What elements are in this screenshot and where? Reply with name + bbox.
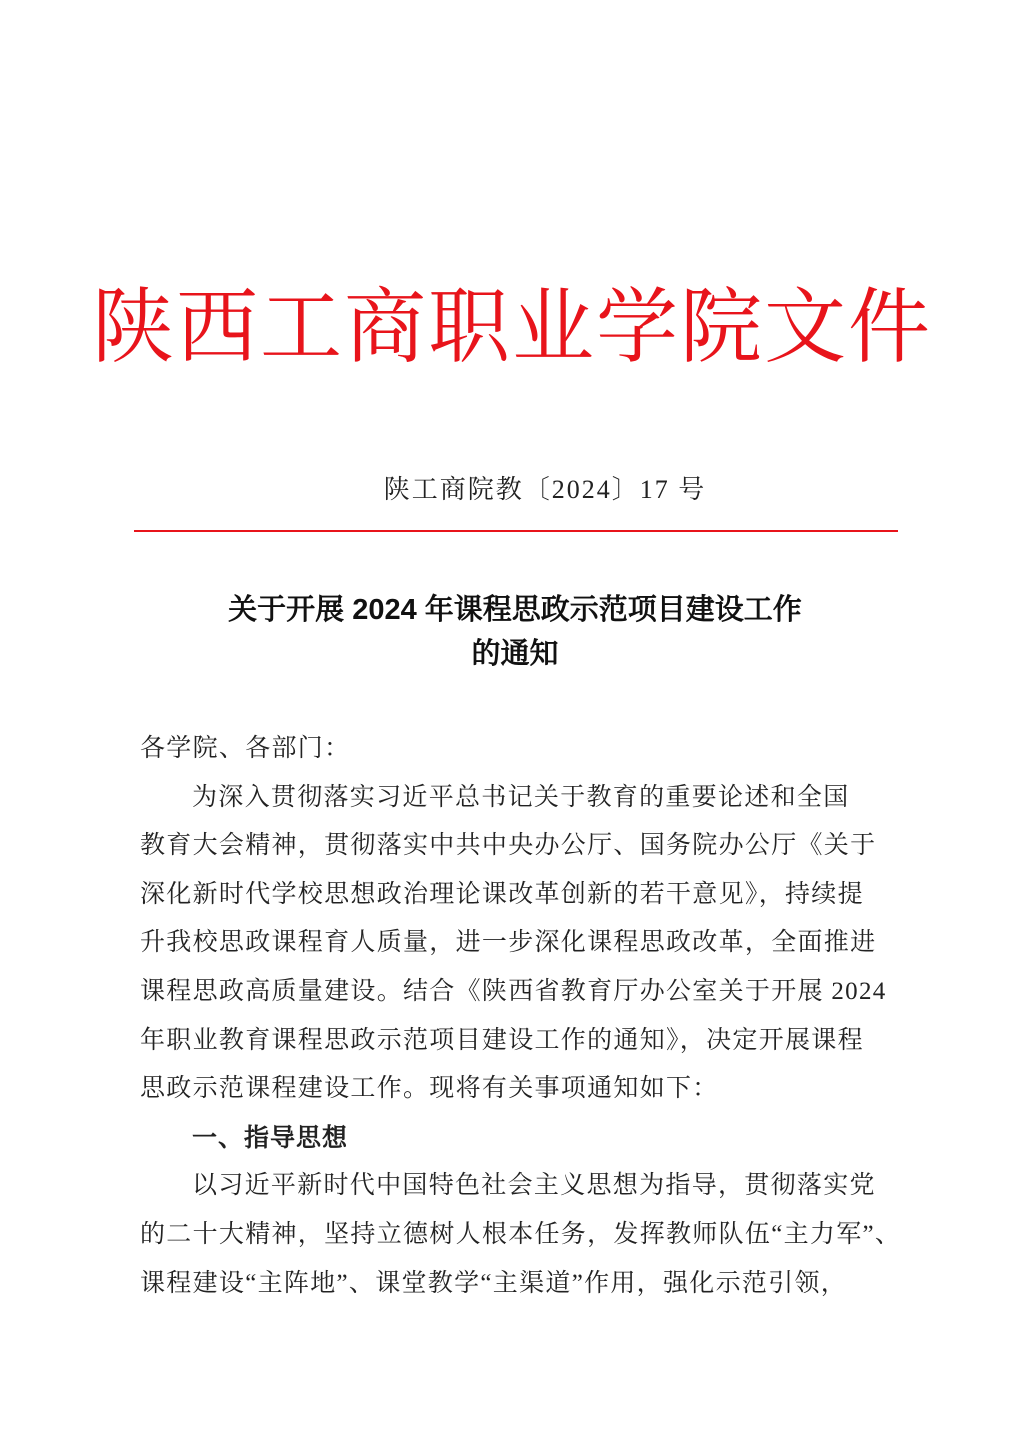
- paragraph-line: 以习近平新时代中国特色社会主义思想为指导，贯彻落实党: [192, 1172, 876, 1200]
- paragraph-line: 深化新时代学校思想政治理论课改革创新的若干意见》，持续提: [140, 880, 864, 908]
- paragraph-2: [140, 1162, 904, 1308]
- paragraph-line: 课程建设“主阵地”、课堂教学“主渠道”作用，强化示范引领，: [140, 1269, 848, 1297]
- paragraph-line: 年职业教育课程思政示范项目建设工作的通知》，决定开展课程: [140, 1026, 864, 1054]
- document-number: 陕工商院教〔2024〕17 号: [383, 475, 707, 504]
- salutation: 各学院、各部门：: [140, 735, 351, 762]
- document-title: [0, 588, 1024, 676]
- paragraph-line: 教育大会精神，贯彻落实中共中央办公厅、国务院办公厅《关于: [140, 832, 877, 860]
- paragraph-line: 思政示范课程建设工作。现将有关事项通知如下：: [140, 1075, 719, 1103]
- section-heading-guiding-ideology: 一、指导思想: [192, 1123, 349, 1152]
- document-body: [140, 725, 904, 1308]
- red-divider-line: [134, 530, 898, 532]
- paragraph-1: [140, 774, 904, 1114]
- title-line-1: 关于开展 2024 年课程思政示范项目建设工作: [228, 594, 802, 626]
- issuer-red-header: 陕西工商职业学院文件: [91, 282, 932, 373]
- paragraph-line: 升我校思政课程育人质量，进一步深化课程思政改革，全面推进: [140, 929, 877, 957]
- paragraph-line: 为深入贯彻落实习近平总书记关于教育的重要论述和全国: [192, 783, 850, 811]
- title-line-2: 的通知: [471, 638, 559, 670]
- paragraph-line: 的二十大精神，坚持立德树人根本任务，发挥教师队伍“主力军”、: [140, 1220, 902, 1248]
- paragraph-line: 课程思政高质量建设。结合《陕西省教育厅办公室关于开展 2024: [140, 977, 887, 1005]
